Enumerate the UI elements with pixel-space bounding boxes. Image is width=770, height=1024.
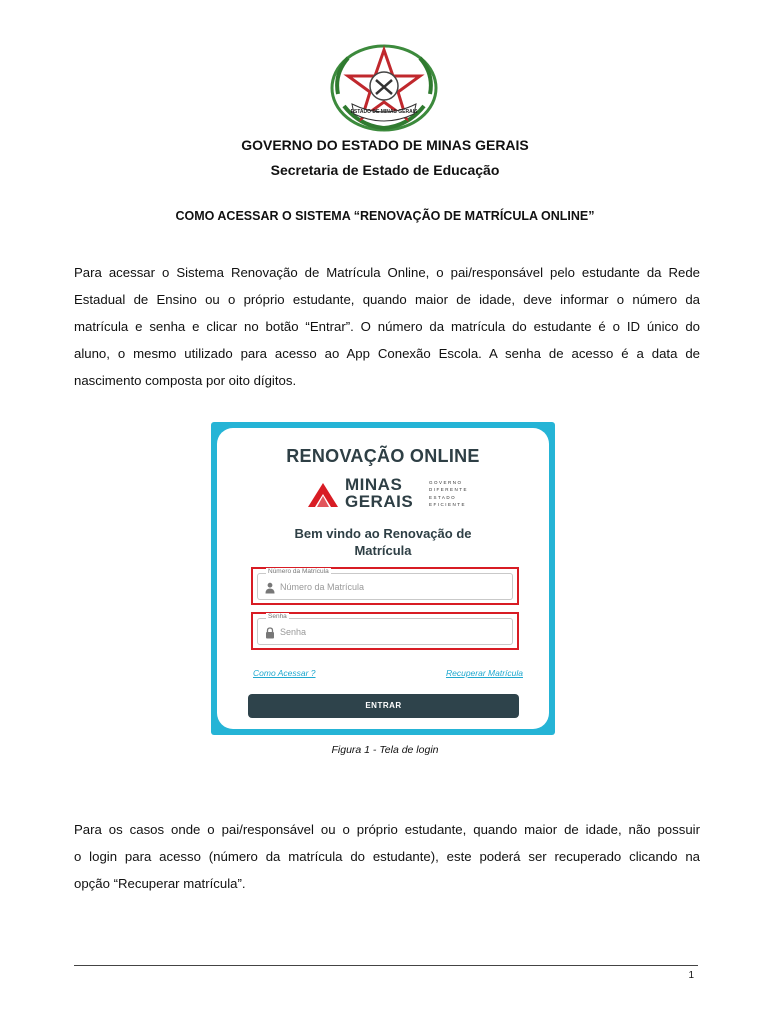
matricula-placeholder: Número da Matrícula (280, 582, 365, 592)
login-screenshot (211, 422, 555, 735)
recuperar-matricula-link[interactable]: Recuperar Matrícula (445, 668, 523, 678)
paragraph-line: matrícula e senha e clicar no botão “Entrar”. O número da matrícula do estudante é o ID único do (74, 319, 700, 334)
department-name: Secretaria de Estado de Educação (270, 162, 500, 178)
welcome-message (217, 525, 549, 559)
paragraph-line: Para os casos onde o pai/responsável ou o próprio estudante, quando maior de idade, não possuir (74, 822, 700, 837)
government-name: GOVERNO DO ESTADO DE MINAS GERAIS (241, 137, 529, 153)
matricula-field-highlight (251, 567, 519, 605)
senha-field-highlight (251, 612, 519, 650)
emblem-text: ESTADO DE MINAS GERAIS (350, 109, 418, 115)
senha-placeholder: Senha (280, 627, 307, 637)
login-title: RENOVAÇÃO ONLINE (286, 446, 480, 466)
matricula-field-label: Número da Matrícula (268, 568, 329, 575)
logo-tagline: EFICIENTE (429, 501, 467, 507)
page-number: 1 (688, 970, 694, 981)
logo-tagline: GOVERNO (429, 480, 463, 485)
paragraph-line: o login para acesso (número da matrícula do estudante), este poderá ser recuperado clicando na (74, 849, 700, 864)
figure-caption: Figura 1 - Tela de login (331, 744, 439, 756)
paragraph-line: aluno, o mesmo utilizado para acesso ao App Conexão Escola. A senha de acesso é a data de (74, 346, 700, 361)
senha-field-label: Senha (268, 613, 287, 620)
paragraph-line: Para acessar o Sistema Renovação de Matrícula Online, o pai/responsável pelo estudante da Rede (74, 265, 700, 280)
footer-divider (74, 965, 698, 966)
logo-tagline: DIFERENTE (429, 487, 469, 493)
mountain-logo-icon (307, 482, 339, 508)
como-acessar-link[interactable]: Como Acessar ? (253, 668, 316, 678)
paragraph-line: opção “Recuperar matrícula”. (74, 876, 246, 891)
state-coat-of-arms (330, 44, 438, 136)
document-title: COMO ACESSAR O SISTEMA “RENOVAÇÃO DE MATRÍCULA ONLINE” (175, 209, 595, 223)
paragraph-line: nascimento composta por oito dígitos. (74, 373, 297, 388)
welcome-line2: Matrícula (354, 543, 412, 558)
user-icon (265, 582, 275, 594)
entrar-button[interactable]: ENTRAR (248, 694, 519, 718)
senha-input[interactable] (257, 613, 513, 645)
logo-name-line2: GERAIS (345, 492, 414, 511)
logo-name-line1: MINAS (345, 475, 403, 494)
matricula-input[interactable] (257, 568, 513, 600)
recovery-paragraph (74, 816, 700, 897)
welcome-line1: Bem vindo ao Renovação de (294, 526, 472, 541)
logo-tagline: ESTADO (429, 494, 457, 500)
minas-gerais-logo (307, 476, 507, 516)
lock-icon (265, 627, 275, 639)
login-card (217, 428, 549, 729)
paragraph-line: Estadual de Ensino ou o próprio estudante, quando maior de idade, deve informar o número da (74, 292, 700, 307)
intro-paragraph (74, 259, 700, 394)
